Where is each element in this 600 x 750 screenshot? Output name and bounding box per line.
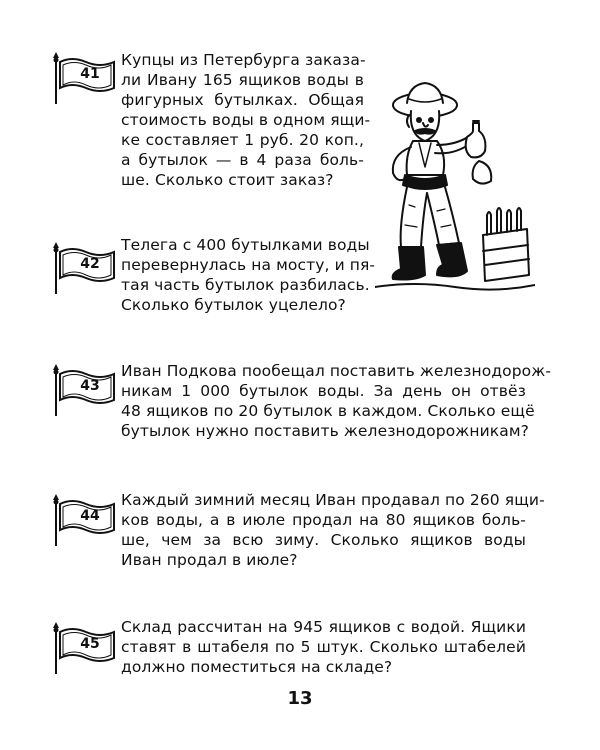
- text-line: Каждый зимний месяц Иван продавал по 260 ящи-: [121, 491, 545, 509]
- text-line: Иван Подкова пообещал поставить железнодорож-: [121, 362, 552, 380]
- text-line: 48 ящиков по 20 бутылок в каждом. Сколько ещё: [121, 402, 535, 420]
- problem-number-flag: [48, 50, 118, 106]
- text-line: Иван продал в июле?: [121, 551, 298, 569]
- page-number: 13: [287, 688, 313, 709]
- merchant-illustration: [375, 75, 535, 300]
- problem-text: [121, 617, 526, 677]
- problem-number: 45: [80, 636, 100, 652]
- text-line: фигурных бутылках. Общая: [121, 91, 364, 109]
- text-line: тая часть бутылок разбилась.: [121, 276, 370, 294]
- problem-text: [121, 50, 371, 190]
- problem-number: 44: [80, 508, 100, 524]
- problem-text: [121, 235, 376, 315]
- text-line: ше. Сколько стоит заказ?: [121, 171, 334, 189]
- text-line: Склад рассчитан на 945 ящиков с водой. Ящики: [121, 618, 526, 636]
- text-line: а бутылок — в 4 раза боль-: [121, 151, 364, 169]
- text-line: ли Ивану 165 ящиков воды в: [121, 71, 364, 89]
- text-line: никам 1 000 бутылок воды. За день он отвёз: [121, 382, 526, 400]
- problem-number: 41: [80, 66, 100, 82]
- problem-number-flag: [48, 362, 118, 418]
- text-line: ставят в штабеля по 5 штук. Сколько штабелей: [121, 638, 526, 656]
- problem-number-flag: [48, 240, 118, 296]
- problem-number: 43: [80, 378, 100, 394]
- text-line: ков воды, а в июле продал на 80 ящиков боль-: [121, 511, 526, 529]
- text-line: Телега с 400 бутылками воды: [121, 236, 370, 254]
- text-line: Купцы из Петербурга заказа-: [121, 51, 366, 69]
- text-line: должно поместиться на складе?: [121, 658, 393, 676]
- problem-number-flag: [48, 620, 118, 676]
- problem-number: 42: [80, 256, 100, 272]
- text-line: бутылок нужно поставить железнодорожникам?: [121, 422, 529, 440]
- problem-number-flag: [48, 492, 118, 548]
- text-line: стоимость воды в одном ящи-: [121, 111, 371, 129]
- text-line: ше, чем за всю зиму. Сколько ящиков воды: [121, 531, 526, 549]
- text-line: Сколько бутылок уцелело?: [121, 296, 346, 314]
- text-line: перевернулась на мосту, и пя-: [121, 256, 376, 274]
- problem-text: [121, 361, 552, 441]
- problem-text: [121, 490, 545, 570]
- text-line: ке составляет 1 руб. 20 коп.,: [121, 131, 364, 149]
